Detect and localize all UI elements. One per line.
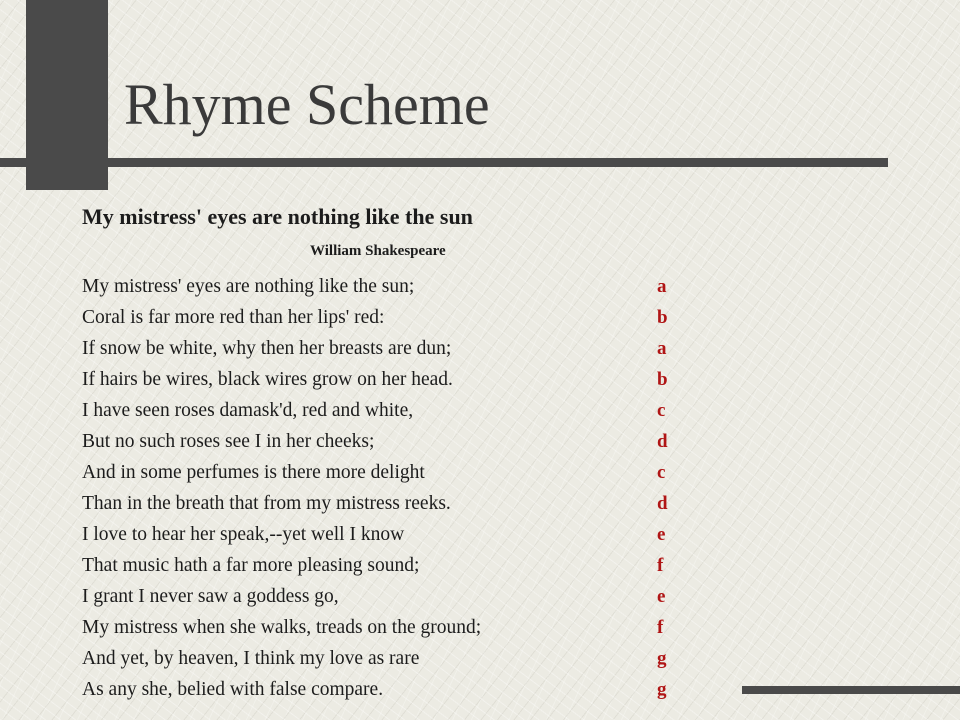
title-underline-bar [0, 158, 888, 167]
line-text: My mistress' eyes are nothing like the sun; [82, 276, 415, 297]
line-text: But no such roses see I in her cheeks; [82, 431, 375, 452]
poem-line [82, 427, 702, 458]
line-text: If snow be white, why then her breasts are dun; [82, 338, 452, 359]
poem-line [82, 334, 702, 365]
rhyme-letter: b [657, 307, 668, 328]
poem-line [82, 303, 702, 334]
rhyme-letter: b [657, 369, 668, 390]
poem-lines [82, 272, 702, 706]
rhyme-letter: e [657, 524, 666, 545]
rhyme-letter: a [657, 338, 667, 359]
poem-line [82, 613, 702, 644]
poem-line [82, 644, 702, 675]
poem-line [82, 675, 702, 706]
rhyme-letter: g [657, 648, 667, 669]
rhyme-letter: g [657, 679, 667, 700]
line-text: I have seen roses damask'd, red and white, [82, 400, 414, 421]
line-text: I grant I never saw a goddess go, [82, 586, 339, 607]
rhyme-letter: e [657, 586, 666, 607]
rhyme-letter: c [657, 400, 666, 421]
poem-line [82, 396, 702, 427]
poem-author: William Shakespeare [310, 243, 446, 259]
line-text: And yet, by heaven, I think my love as rare [82, 648, 420, 669]
poem-line [82, 489, 702, 520]
line-text: If hairs be wires, black wires grow on her head. [82, 369, 453, 390]
line-text: I love to hear her speak,--yet well I know [82, 524, 405, 545]
line-text: And in some perfumes is there more delight [82, 462, 425, 483]
poem-line [82, 365, 702, 396]
rhyme-letter: c [657, 462, 666, 483]
poem-line [82, 551, 702, 582]
poem-line [82, 272, 702, 303]
rhyme-letter: d [657, 431, 668, 452]
poem-line [82, 582, 702, 613]
rhyme-letter: d [657, 493, 668, 514]
poem-line [82, 458, 702, 489]
rhyme-letter: f [657, 555, 664, 576]
rhyme-letter: f [657, 617, 664, 638]
line-text: Than in the breath that from my mistress reeks. [82, 493, 451, 514]
line-text: My mistress when she walks, treads on the ground; [82, 617, 482, 638]
line-text: That music hath a far more pleasing sound; [82, 555, 420, 576]
poem-line [82, 520, 702, 551]
slide-title: Rhyme Scheme [124, 72, 490, 137]
line-text: As any she, belied with false compare. [82, 679, 384, 700]
footer-accent-bar [742, 686, 960, 694]
poem-title: My mistress' eyes are nothing like the sun [82, 204, 473, 229]
line-text: Coral is far more red than her lips' red: [82, 307, 385, 328]
rhyme-letter: a [657, 276, 667, 297]
